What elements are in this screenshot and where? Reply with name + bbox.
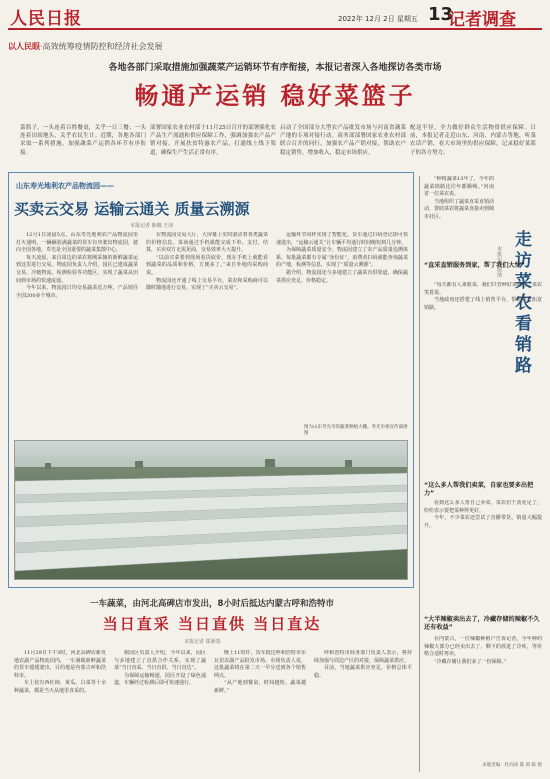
masthead [8, 4, 542, 30]
lead-paragraph: 部署国家农业农村部于11月25日召开的部署强化农产品生产流通和供应保障工作，强调加强农产品产销对接，开展扶贫特惠农产品，打通线上线下渠道，确保生产生活正常有序。 [150, 125, 276, 156]
paragraph: 据园区负责人介绍，今年以来，园区与多地建立了直供合作关系，实现了蔬菜“当日直采、当日直供、当日直达”。 [114, 650, 206, 672]
paragraph: “从产地到餐桌，时间越短，蔬菜越新鲜。” [214, 680, 306, 694]
paragraph: 物流园还开通了线上交易平台，菜农和采购商可以随时随地进行交易，实现了“买卖云交易”。 [146, 277, 268, 292]
main-kicker: 各地各部门采取措施加强蔬菜产运销环节有序衔接，本报记者深入各地探访各类市场 [108, 63, 442, 73]
topic-text: ·高效统筹疫情防控和经济社会发展 [40, 42, 163, 51]
lead-paragraph: 启动了全国部分大型农产品批发市场与河南省蔬菜产地的专项对接行动。商务部部署国家农业农村部联合召开的同行，加强农产品产销对接，帮助农户稳定销售，增加收入，稳定市场供应。 [280, 125, 406, 156]
story3-column [424, 176, 494, 258]
story1-column [146, 232, 268, 432]
greenhouse-photo [14, 440, 408, 580]
story3-byline: 本报记者 徐靖 [496, 246, 502, 278]
column-divider [419, 176, 420, 772]
paragraph: 每天凌晨，来自周边的菜农将刚采摘的新鲜蔬菜运到这里进行交易。物流园负责人介绍，园区已建成蔬菜交易、冷链物流、检测检验等功能区，实现了蔬菜从田间到市场的快速流通。 [16, 254, 138, 284]
paragraph: “以前买菜要到现场看货砍价，现在手机上就能看到蔬菜的品质和价格，方便多了。”来自外地的采购商说。 [146, 254, 268, 276]
paragraph: 据介绍，物流园还与多地建立了蔬菜直供渠道，确保蔬菜供应充足、价格稳定。 [276, 269, 408, 284]
story3-subhead: “大半辣椒卖出去了，冷藏存储的辣椒不久还有收益” [424, 616, 540, 631]
lead-paragraph: 配送半径，全力做好群众生活物资供应保障。日前，本报记者走近山东、河南、内蒙古等地，听菜农话产销，看大市场里的供应保障，记录稳好菜篮子的各方努力。 [410, 125, 536, 156]
story3-column [424, 282, 542, 472]
paragraph: 12月1日凌晨5点，山东寿光地利农产品物流园里灯火通明。一辆辆装满蔬菜的货车有序驶出物流园，驶向全国各地。寿光是全国重要的蔬菜集散中心。 [16, 232, 138, 254]
story2-column [214, 650, 306, 772]
story2-column [314, 650, 412, 772]
page-number: 13 [428, 4, 454, 25]
story1-column [276, 232, 408, 422]
topic-brand: 以人民眼 [8, 42, 40, 51]
story2-byline: 本报记者 霍新春 [184, 639, 221, 645]
story1-kicker: 山东寿光地利农产品物流园—— [16, 182, 114, 190]
story2-kicker: 一车蔬菜，由河北高碑店市发出，8小时后抵达内蒙古呼和浩特市 [90, 599, 334, 609]
story3-title: 走访菜农看销路 [511, 230, 531, 377]
story2-column [114, 650, 206, 772]
paragraph: 看到这么多人帮自己卖菜，菜农们干劲更足了，纷纷表示要把菜种得更好。 [424, 500, 542, 514]
paragraph: 当地组织了蔬菜直采直销活动，帮助菜农将蔬菜直接卖到城市社区。 [424, 198, 494, 220]
paragraph: 11月29日下午3时，河北高碑店新发地农副产品物流园内，一车满载新鲜蔬菜的货车缓缓驶出，目的地是内蒙古呼和浩特市。 [14, 650, 106, 679]
story1-column [16, 232, 138, 432]
story1-headline: 买卖云交易 运输云通关 质量云溯源 [14, 200, 250, 218]
paragraph: “每天都有人来收菜，我们只管种好菜就行。”菜农笑着说。 [424, 282, 542, 296]
paragraph: 车上装有西红柿、黄瓜、白菜等十余种蔬菜，都是当天从地里直采的。 [14, 680, 106, 694]
story1-byline: 本报记者 陈娜 王沛 [130, 223, 174, 229]
paragraph: “种植蔬菜13年了，今年的蔬菜销路比往年都顺畅。”河南省一位菜农说。 [424, 176, 494, 198]
paragraph: 为保障运输畅通，园区开设了绿色通道，车辆经过检测后即可快速通行。 [114, 672, 206, 687]
story3-subhead: “这么多人帮我们卖菜，自家也要多出把力” [424, 482, 534, 497]
lead-paragraph: 菜篮子，一头连着百姓餐桌，关乎一日三餐；一头连着田间地头，关乎农民生计。近期，各地各部门采取一系列措施，加强蔬菜产运销各环节有序衔接。 [20, 125, 146, 156]
paragraph: 目前，当地蔬菜供应充足，价格总体平稳。 [314, 665, 412, 679]
story2-column [14, 650, 106, 772]
paragraph: 在物流园交易大厅，大屏幕上实时滚动着各类蔬菜的价格信息。菜商通过手机就能完成下单、支付、结算，买卖双方无需见面，交易效率大大提升。 [146, 232, 268, 254]
paragraph: 今年，不少菜农还尝试了直播带货，销量大幅提升。 [424, 515, 542, 529]
greenhouse-illustration [15, 441, 408, 580]
section-title: 记者调查 [448, 10, 516, 30]
dateline: 2022年 12月 2日 星期五 [338, 15, 418, 23]
paragraph: 在内蒙古，一位辣椒种植户告诉记者，今年种的辣椒大部分已经卖出去了，剩下的放进了冷库，等价格合适时再卖。 [424, 636, 542, 658]
paragraph: 晚上11时许，货车抵达呼和浩特市东瓦窑农副产品批发市场。市场负责人说，这批蔬菜将在第二天一早分送到各个销售网点。 [214, 650, 306, 679]
story3-subhead: “直采直销服务到家，帮了我们大忙” [424, 262, 525, 269]
paragraph: 呼和浩特市商务部门负责人表示，将持续加强与周边产区的对接，保障蔬菜供应。 [314, 650, 412, 664]
main-headline: 畅通产运销 稳好菜篮子 [134, 82, 416, 110]
topic-bar [8, 34, 542, 51]
paragraph: 为保障蔬菜质量安全，物流园建立了农产品质量追溯体系，每批蔬菜都有专属“身份证”，消费者扫码就能查询蔬菜的产地、检测等信息，实现了“质量云溯源”。 [276, 247, 408, 269]
paragraph: “冷藏存储让我们多了一份保障。” [434, 658, 507, 665]
photo-caption: 图为山东寿光市的蔬菜种植大棚。寿光市委宣传部供图 [304, 425, 408, 436]
paragraph: 运输环节同样实现了智能化。货车通过扫码登记即可快速进出，“运输云通关”让车辆平均通行时间缩短到几分钟。 [276, 232, 408, 246]
paragraph: 当地政府还搭建了线上销售平台，帮助菜农拓宽销路。 [424, 297, 542, 311]
page-editor-credit: 本版责编：杜尚泽 陈 原 陈 悦 [482, 763, 542, 768]
paragraph: 今年以来，物流园日均交易蔬菜近万吨，产品销往全国200多个城市。 [16, 285, 138, 299]
newspaper-logo: 人民日报 [10, 9, 82, 29]
story3-column [424, 636, 542, 758]
story2-headline: 当日直采 当日直供 当日直达 [102, 615, 322, 633]
story3-column [424, 500, 542, 610]
